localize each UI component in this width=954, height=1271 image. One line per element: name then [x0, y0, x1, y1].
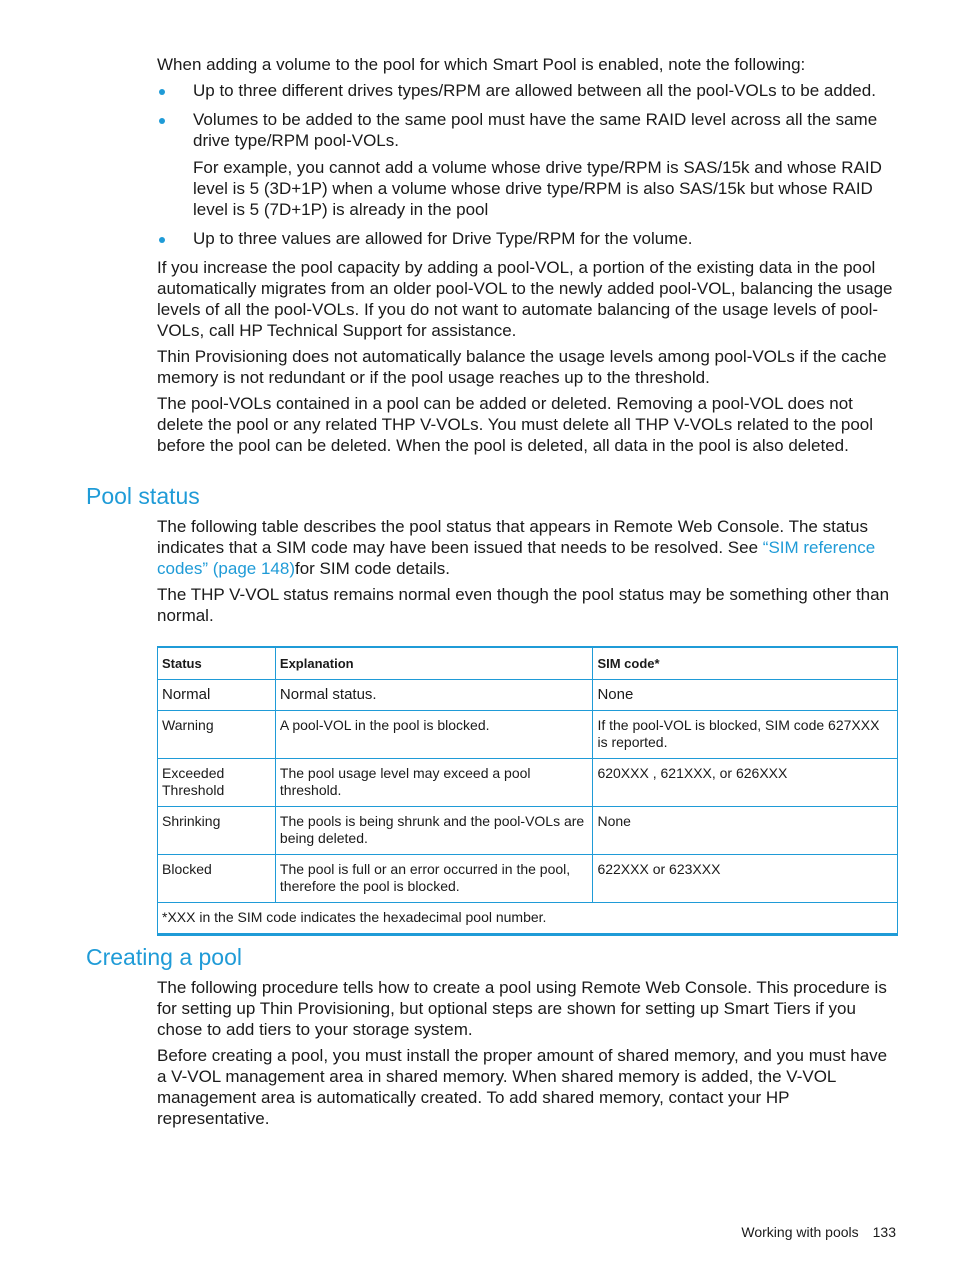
body-paragraph: The pool-VOLs contained in a pool can be added or deleted. Removing a pool-VOL does not delete the pool or any related THP V-VOLs. You must delete all THP V-VOLs related to the pool before the pool can be deleted. When the pool is deleted, all data in the pool is also deleted. — [157, 394, 874, 455]
pool-status-text-end: for SIM code details. — [294, 559, 450, 578]
sim-code-cell: If the pool-VOL is blocked, SIM code 627XXX is reported. — [593, 711, 898, 759]
page-number: 133 — [872, 1224, 896, 1240]
bullet-text: Up to three values are allowed for Drive Type/RPM for the volume. — [193, 229, 693, 248]
table-row — [158, 807, 898, 855]
explanation-cell: The pool usage level may exceed a pool threshold. — [275, 759, 593, 807]
sim-code-cell: None — [593, 807, 898, 855]
smart-pool-notes — [157, 80, 899, 249]
body-paragraph: If you increase the pool capacity by adding a pool-VOL, a portion of the existing data in the pool automatically migrates from an older pool-VOL to the newly added pool-VOL, balancing the usage levels of all the pool-VOLs. If you do not want to automate balancing of the usage levels of pool-VOLs, call HP Technical Support for assistance. — [157, 258, 893, 340]
page-footer — [741, 1223, 896, 1241]
table-row — [158, 680, 898, 711]
status-cell: Exceeded Threshold — [158, 759, 276, 807]
status-cell: Warning — [158, 711, 276, 759]
table-row — [158, 855, 898, 903]
bullet-text: Up to three different drives types/RPM are allowed between all the pool-VOLs to be added. — [193, 81, 876, 100]
table-row — [158, 711, 898, 759]
page-content — [157, 54, 899, 461]
list-item — [157, 109, 899, 220]
column-header-sim-code: SIM code* — [593, 647, 898, 680]
list-item — [157, 80, 899, 101]
sim-reference-link[interactable]: “SIM reference codes” (page 148) — [157, 538, 876, 578]
vvol-status-paragraph: The THP V-VOL status remains normal even though the pool status may be something other than normal. — [157, 585, 890, 625]
pool-status-text: The following table describes the pool status that appears in Remote Web Console. The status indicates that a SIM code may have been issued that needs to be resolved. See — [157, 517, 868, 557]
shared-memory-paragraph: Before creating a pool, you must install the proper amount of shared memory, and you must have a V-VOL management area in shared memory. When shared memory is added, the V-VOL management area is automatically created. To add shared memory, contact your HP representative. — [157, 1046, 888, 1128]
explanation-cell: The pool is full or an error occurred in the pool, therefore the pool is blocked. — [275, 855, 593, 903]
footer-section-title: Working with pools — [741, 1224, 859, 1240]
bullet-example: For example, you cannot add a volume whose drive type/RPM is SAS/15k and whose RAID level is 5 (3D+1P) when a volume whose drive type/RPM is also SAS/15k but whose RAID level is 5 (7D+1P) is already in the pool — [193, 158, 882, 219]
intro-paragraph: When adding a volume to the pool for which Smart Pool is enabled, note the following: — [157, 55, 806, 74]
sim-code-cell: 620XXX , 621XXX, or 626XXX — [593, 759, 898, 807]
sim-code-cell: None — [593, 680, 898, 711]
column-header-status: Status — [158, 647, 276, 680]
column-header-explanation: Explanation — [275, 647, 593, 680]
explanation-cell: The pools is being shrunk and the pool-VOLs are being deleted. — [275, 807, 593, 855]
table-row — [158, 759, 898, 807]
table-header-row — [158, 647, 898, 680]
status-cell: Normal — [158, 680, 276, 711]
bullet-text: Volumes to be added to the same pool must have the same RAID level across all the same drive type/RPM pool-VOLs. — [193, 110, 878, 150]
section-heading-creating-a-pool: Creating a pool — [86, 944, 242, 970]
explanation-cell: A pool-VOL in the pool is blocked. — [275, 711, 593, 759]
list-item — [157, 228, 899, 249]
pool-status-intro — [157, 516, 899, 579]
section-heading-pool-status: Pool status — [86, 483, 200, 509]
sim-code-cell: 622XXX or 623XXX — [593, 855, 898, 903]
pool-status-table — [157, 646, 898, 936]
body-paragraph: Thin Provisioning does not automatically balance the usage levels among pool-VOLs if the cache memory is not redundant or if the pool usage reaches up to the threshold. — [157, 347, 887, 387]
creating-pool-content — [157, 977, 899, 1134]
status-cell: Shrinking — [158, 807, 276, 855]
pool-status-content — [157, 516, 899, 936]
explanation-cell: Normal status. — [275, 680, 593, 711]
table-footnote: *XXX in the SIM code indicates the hexadecimal pool number. — [158, 903, 898, 935]
creating-pool-paragraph: The following procedure tells how to create a pool using Remote Web Console. This procedure is for setting up Thin Provisioning, but optional steps are shown for setting up Smart Tiers if you chose to add tiers to your storage system. — [157, 978, 887, 1039]
table-footnote-row — [158, 903, 898, 935]
status-cell: Blocked — [158, 855, 276, 903]
